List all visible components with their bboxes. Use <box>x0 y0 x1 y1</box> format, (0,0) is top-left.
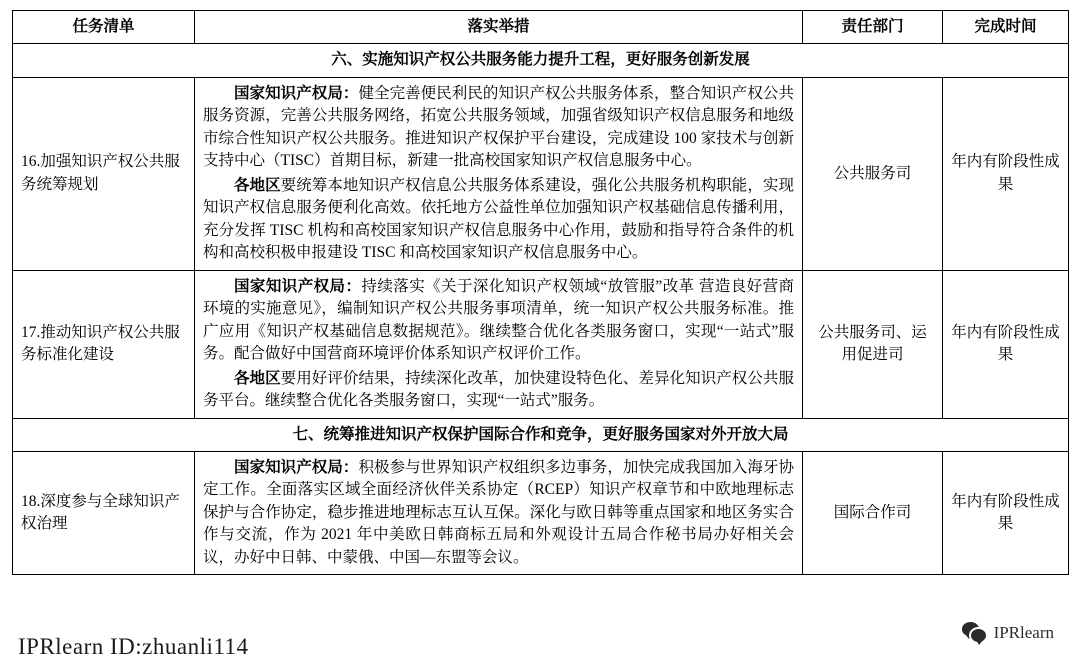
measure-cell-16 <box>195 77 803 270</box>
measure-text: 积极参与世界知识产权组织多边事务，加快完成我国加入海牙协定工作。全面落实区域全面经济伙伴关系协定（RCEP）知识产权章节和中欧地理标志保护与合作协定，稳步推进地理标志互认互保。深化与欧日韩等重点国家和地区务实合作与交流，作为 2021 年中美欧日韩商标五局和外观设计五局合作秘书局办好相关会议，办好中日韩、中蒙俄、中国—东盟等会议。 <box>203 458 794 566</box>
time-cell-18: 年内有阶段性成果 <box>943 451 1069 574</box>
task-label-16: 16.加强知识产权公共服务统筹规划 <box>13 77 195 270</box>
column-header-time: 完成时间 <box>943 11 1069 44</box>
column-header-dept: 责任部门 <box>803 11 943 44</box>
measure-paragraph <box>203 175 794 265</box>
measure-paragraph <box>203 83 794 173</box>
table-row <box>13 77 1069 270</box>
wechat-badge <box>962 622 1054 644</box>
measure-text: 持续落实《关于深化知识产权领域“放管服”改革 营造良好营商环境的实施意见》，编制知识产权公共服务事项清单，统一知识产权公共服务标准。推广应用《知识产权基础信息数据规范》。继续整合优化各类服务窗口，实现“一站式”服务。配合做好中国营商环境评价体系知识产权评价工作。 <box>203 277 794 363</box>
task-label-17: 17.推动知识产权公共服务标准化建设 <box>13 270 195 418</box>
measure-text: 要用好评价结果，持续深化改革，加快建设特色化、差异化知识产权公共服务平台。继续整合优化各类服务窗口，实现“一站式”服务。 <box>203 369 794 410</box>
dept-cell-17: 公共服务司、运用促进司 <box>803 270 943 418</box>
task-label-18: 18.深度参与全球知识产权治理 <box>13 451 195 574</box>
measure-text: 要统筹本地知识产权信息公共服务体系建设，强化公共服务机构职能，实现知识产权信息服务便利化高效。依托地方公益性单位加强知识产权基础信息传播利用，充分发挥 TISC 机构和高校国家知识产权信息服务中心作用，鼓励和指导符合条件的机构和高校积极申报建设 TISC 和高校国家知识产权信息服务中心。 <box>203 176 794 262</box>
measure-lead: 各地区 <box>234 176 281 194</box>
measure-lead: 国家知识产权局： <box>234 458 359 476</box>
section-heading-row <box>13 44 1069 77</box>
dept-cell-18: 国际合作司 <box>803 451 943 574</box>
watermark-text: IPRlearn ID:zhuanli114 <box>18 634 249 659</box>
measure-text: 健全完善便民利民的知识产权公共服务体系，整合知识产权公共服务资源，完善公共服务网络，拓宽公共服务领域，加强省级知识产权信息服务和地级市综合性知识产权公共服务。推进知识产权保护平台建设，完成建设 100 家技术与创新支持中心（TISC）首期目标，新建一批高校国家知识产权信息服务中心。 <box>203 84 794 170</box>
section-heading-row <box>13 418 1069 451</box>
measure-lead: 国家知识产权局： <box>234 84 359 102</box>
measure-lead: 各地区 <box>234 369 281 387</box>
measure-paragraph <box>203 368 794 413</box>
measure-lead: 国家知识产权局： <box>234 277 362 295</box>
time-cell-17: 年内有阶段性成果 <box>943 270 1069 418</box>
section-heading-7: 七、统筹推进知识产权保护国际合作和竞争，更好服务国家对外开放大局 <box>13 418 1069 451</box>
dept-cell-16: 公共服务司 <box>803 77 943 270</box>
measure-cell-18 <box>195 451 803 574</box>
column-header-measure: 落实举措 <box>195 11 803 44</box>
section-heading-6: 六、实施知识产权公共服务能力提升工程，更好服务创新发展 <box>13 44 1069 77</box>
measure-cell-17 <box>195 270 803 418</box>
wechat-account-name: IPRlearn <box>993 623 1054 642</box>
table-row <box>13 270 1069 418</box>
table-body <box>13 44 1069 575</box>
measure-paragraph <box>203 457 794 569</box>
wechat-icon <box>962 622 988 644</box>
time-cell-16: 年内有阶段性成果 <box>943 77 1069 270</box>
task-measures-table <box>12 10 1069 575</box>
table-header-row <box>13 11 1069 44</box>
measure-paragraph <box>203 276 794 366</box>
table-row <box>13 451 1069 574</box>
column-header-task: 任务清单 <box>13 11 195 44</box>
table-header <box>13 11 1069 44</box>
